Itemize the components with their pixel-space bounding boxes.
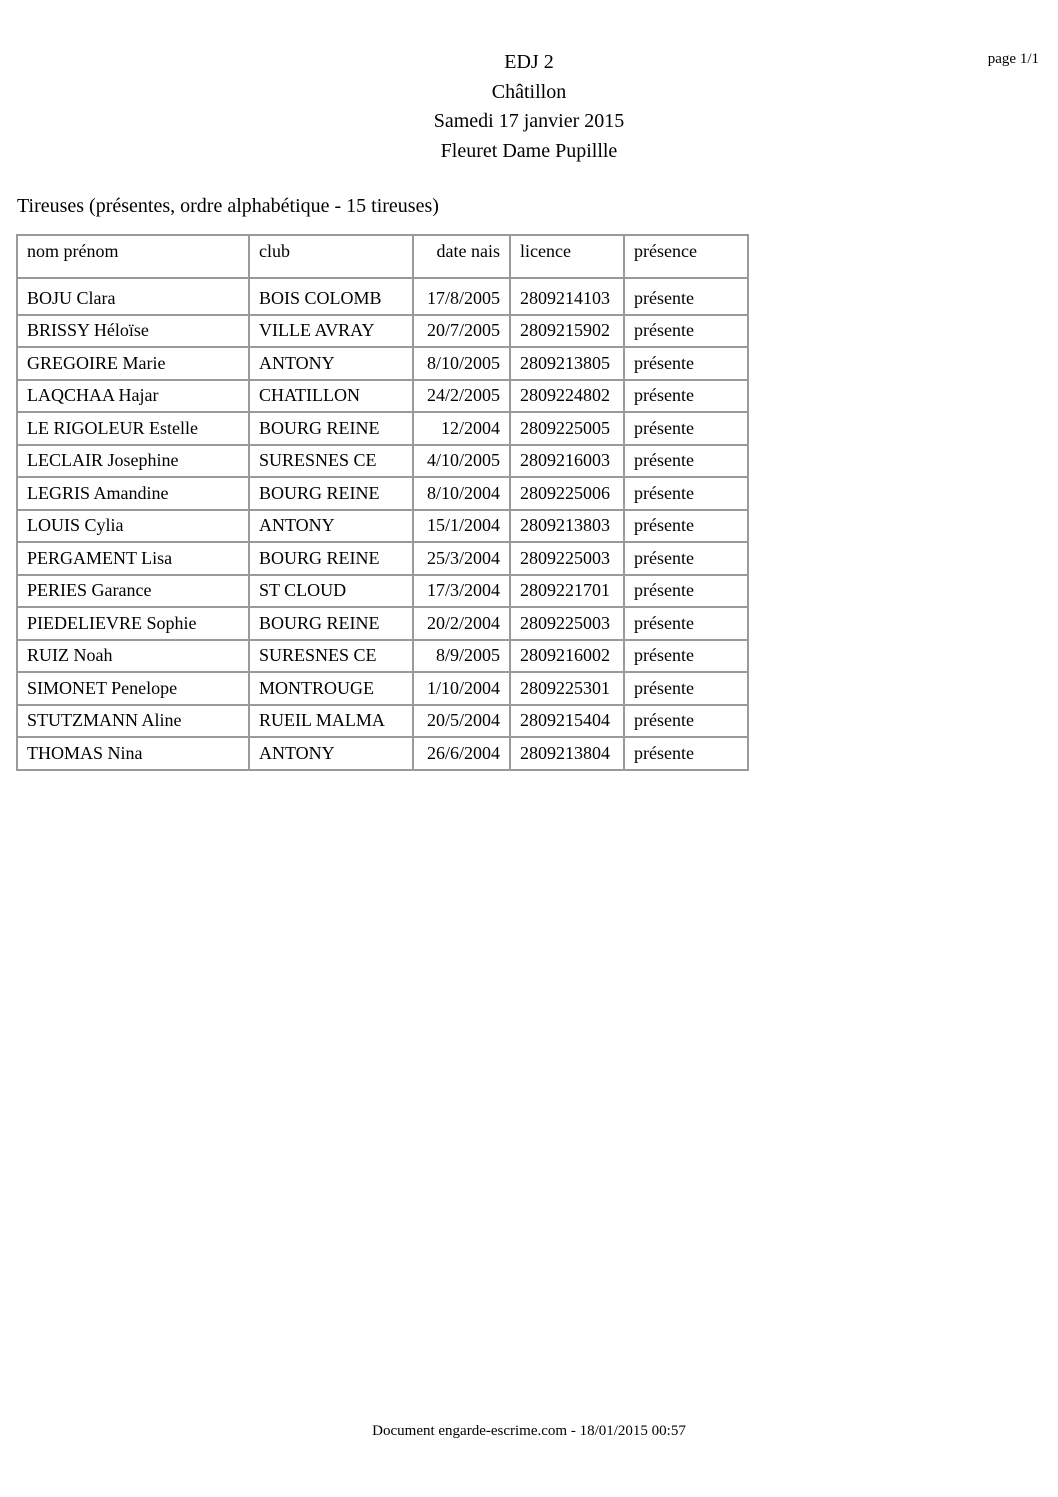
table-row (17, 347, 748, 380)
cell-presence: présente (624, 640, 748, 673)
cell-licence: 2809224802 (510, 380, 624, 413)
cell-club: BOIS COLOMB (249, 278, 413, 315)
cell-nom: LECLAIR Josephine (17, 445, 249, 478)
cell-date-nais: 1/10/2004 (413, 672, 510, 705)
cell-presence: présente (624, 412, 748, 445)
cell-club: SURESNES CE (249, 640, 413, 673)
table-header-row (17, 235, 748, 278)
cell-nom: STUTZMANN Aline (17, 705, 249, 738)
cell-club: CHATILLON (249, 380, 413, 413)
document-header (0, 48, 1058, 166)
cell-nom: BRISSY Héloïse (17, 315, 249, 348)
document-footer: Document engarde-escrime.com - 18/01/2015 00:57 (372, 1423, 686, 1439)
cell-nom: GREGOIRE Marie (17, 347, 249, 380)
cell-licence: 2809225006 (510, 477, 624, 510)
cell-nom: THOMAS Nina (17, 737, 249, 770)
cell-nom: PERIES Garance (17, 575, 249, 608)
cell-presence: présente (624, 278, 748, 315)
cell-licence: 2809225003 (510, 542, 624, 575)
cell-presence: présente (624, 445, 748, 478)
cell-nom: LE RIGOLEUR Estelle (17, 412, 249, 445)
table-row (17, 542, 748, 575)
cell-nom: LAQCHAA Hajar (17, 380, 249, 413)
column-header-nom: nom prénom (17, 235, 249, 278)
cell-licence: 2809213805 (510, 347, 624, 380)
cell-date-nais: 8/10/2004 (413, 477, 510, 510)
cell-presence: présente (624, 347, 748, 380)
cell-licence: 2809216002 (510, 640, 624, 673)
table-row (17, 640, 748, 673)
cell-presence: présente (624, 477, 748, 510)
cell-club: ST CLOUD (249, 575, 413, 608)
table-row (17, 575, 748, 608)
fencers-table (16, 234, 749, 771)
cell-date-nais: 8/10/2005 (413, 347, 510, 380)
table-header (17, 235, 748, 278)
cell-date-nais: 12/2004 (413, 412, 510, 445)
cell-date-nais: 25/3/2004 (413, 542, 510, 575)
event-location: Châtillon (491, 80, 567, 103)
table-row (17, 737, 748, 770)
cell-nom: LEGRIS Amandine (17, 477, 249, 510)
table-row (17, 477, 748, 510)
cell-club: VILLE AVRAY (249, 315, 413, 348)
cell-licence: 2809213804 (510, 737, 624, 770)
cell-presence: présente (624, 737, 748, 770)
cell-club: RUEIL MALMA (249, 705, 413, 738)
cell-licence: 2809214103 (510, 278, 624, 315)
event-title: EDJ 2 (504, 51, 554, 73)
table-row (17, 412, 748, 445)
cell-licence: 2809215404 (510, 705, 624, 738)
table-row (17, 278, 748, 315)
table-row (17, 672, 748, 705)
cell-club: ANTONY (249, 510, 413, 543)
cell-licence: 2809221701 (510, 575, 624, 608)
cell-presence: présente (624, 542, 748, 575)
cell-club: BOURG REINE (249, 607, 413, 640)
cell-licence: 2809225301 (510, 672, 624, 705)
column-header-date: date nais (413, 235, 510, 278)
event-category: Fleuret Dame Pupillle (440, 139, 618, 162)
column-header-club: club (249, 235, 413, 278)
cell-presence: présente (624, 380, 748, 413)
cell-licence: 2809215902 (510, 315, 624, 348)
cell-nom: LOUIS Cylia (17, 510, 249, 543)
cell-nom: PIEDELIEVRE Sophie (17, 607, 249, 640)
table-row (17, 445, 748, 478)
cell-date-nais: 26/6/2004 (413, 737, 510, 770)
cell-date-nais: 20/2/2004 (413, 607, 510, 640)
cell-nom: BOJU Clara (17, 278, 249, 315)
cell-date-nais: 15/1/2004 (413, 510, 510, 543)
column-header-licence: licence (510, 235, 624, 278)
section-title: Tireuses (présentes, ordre alphabétique - 15 tireuses) (17, 195, 439, 217)
cell-club: SURESNES CE (249, 445, 413, 478)
cell-licence: 2809225003 (510, 607, 624, 640)
table-row (17, 510, 748, 543)
cell-date-nais: 17/3/2004 (413, 575, 510, 608)
cell-date-nais: 20/5/2004 (413, 705, 510, 738)
cell-date-nais: 17/8/2005 (413, 278, 510, 315)
cell-licence: 2809225005 (510, 412, 624, 445)
cell-club: BOURG REINE (249, 412, 413, 445)
cell-licence: 2809216003 (510, 445, 624, 478)
cell-date-nais: 24/2/2005 (413, 380, 510, 413)
table-body (17, 278, 748, 770)
cell-club: BOURG REINE (249, 477, 413, 510)
table-row (17, 380, 748, 413)
table-row (17, 315, 748, 348)
cell-club: BOURG REINE (249, 542, 413, 575)
cell-presence: présente (624, 575, 748, 608)
cell-nom: RUIZ Noah (17, 640, 249, 673)
cell-presence: présente (624, 607, 748, 640)
cell-club: ANTONY (249, 737, 413, 770)
cell-presence: présente (624, 510, 748, 543)
cell-club: ANTONY (249, 347, 413, 380)
cell-licence: 2809213803 (510, 510, 624, 543)
cell-club: MONTROUGE (249, 672, 413, 705)
cell-presence: présente (624, 315, 748, 348)
cell-presence: présente (624, 705, 748, 738)
table-row (17, 607, 748, 640)
event-date: Samedi 17 janvier 2015 (433, 110, 625, 132)
cell-nom: SIMONET Penelope (17, 672, 249, 705)
cell-presence: présente (624, 672, 748, 705)
cell-date-nais: 4/10/2005 (413, 445, 510, 478)
page-number: page 1/1 (987, 51, 1039, 67)
cell-nom: PERGAMENT Lisa (17, 542, 249, 575)
column-header-presence: présence (624, 235, 748, 278)
table-row (17, 705, 748, 738)
cell-date-nais: 20/7/2005 (413, 315, 510, 348)
cell-date-nais: 8/9/2005 (413, 640, 510, 673)
